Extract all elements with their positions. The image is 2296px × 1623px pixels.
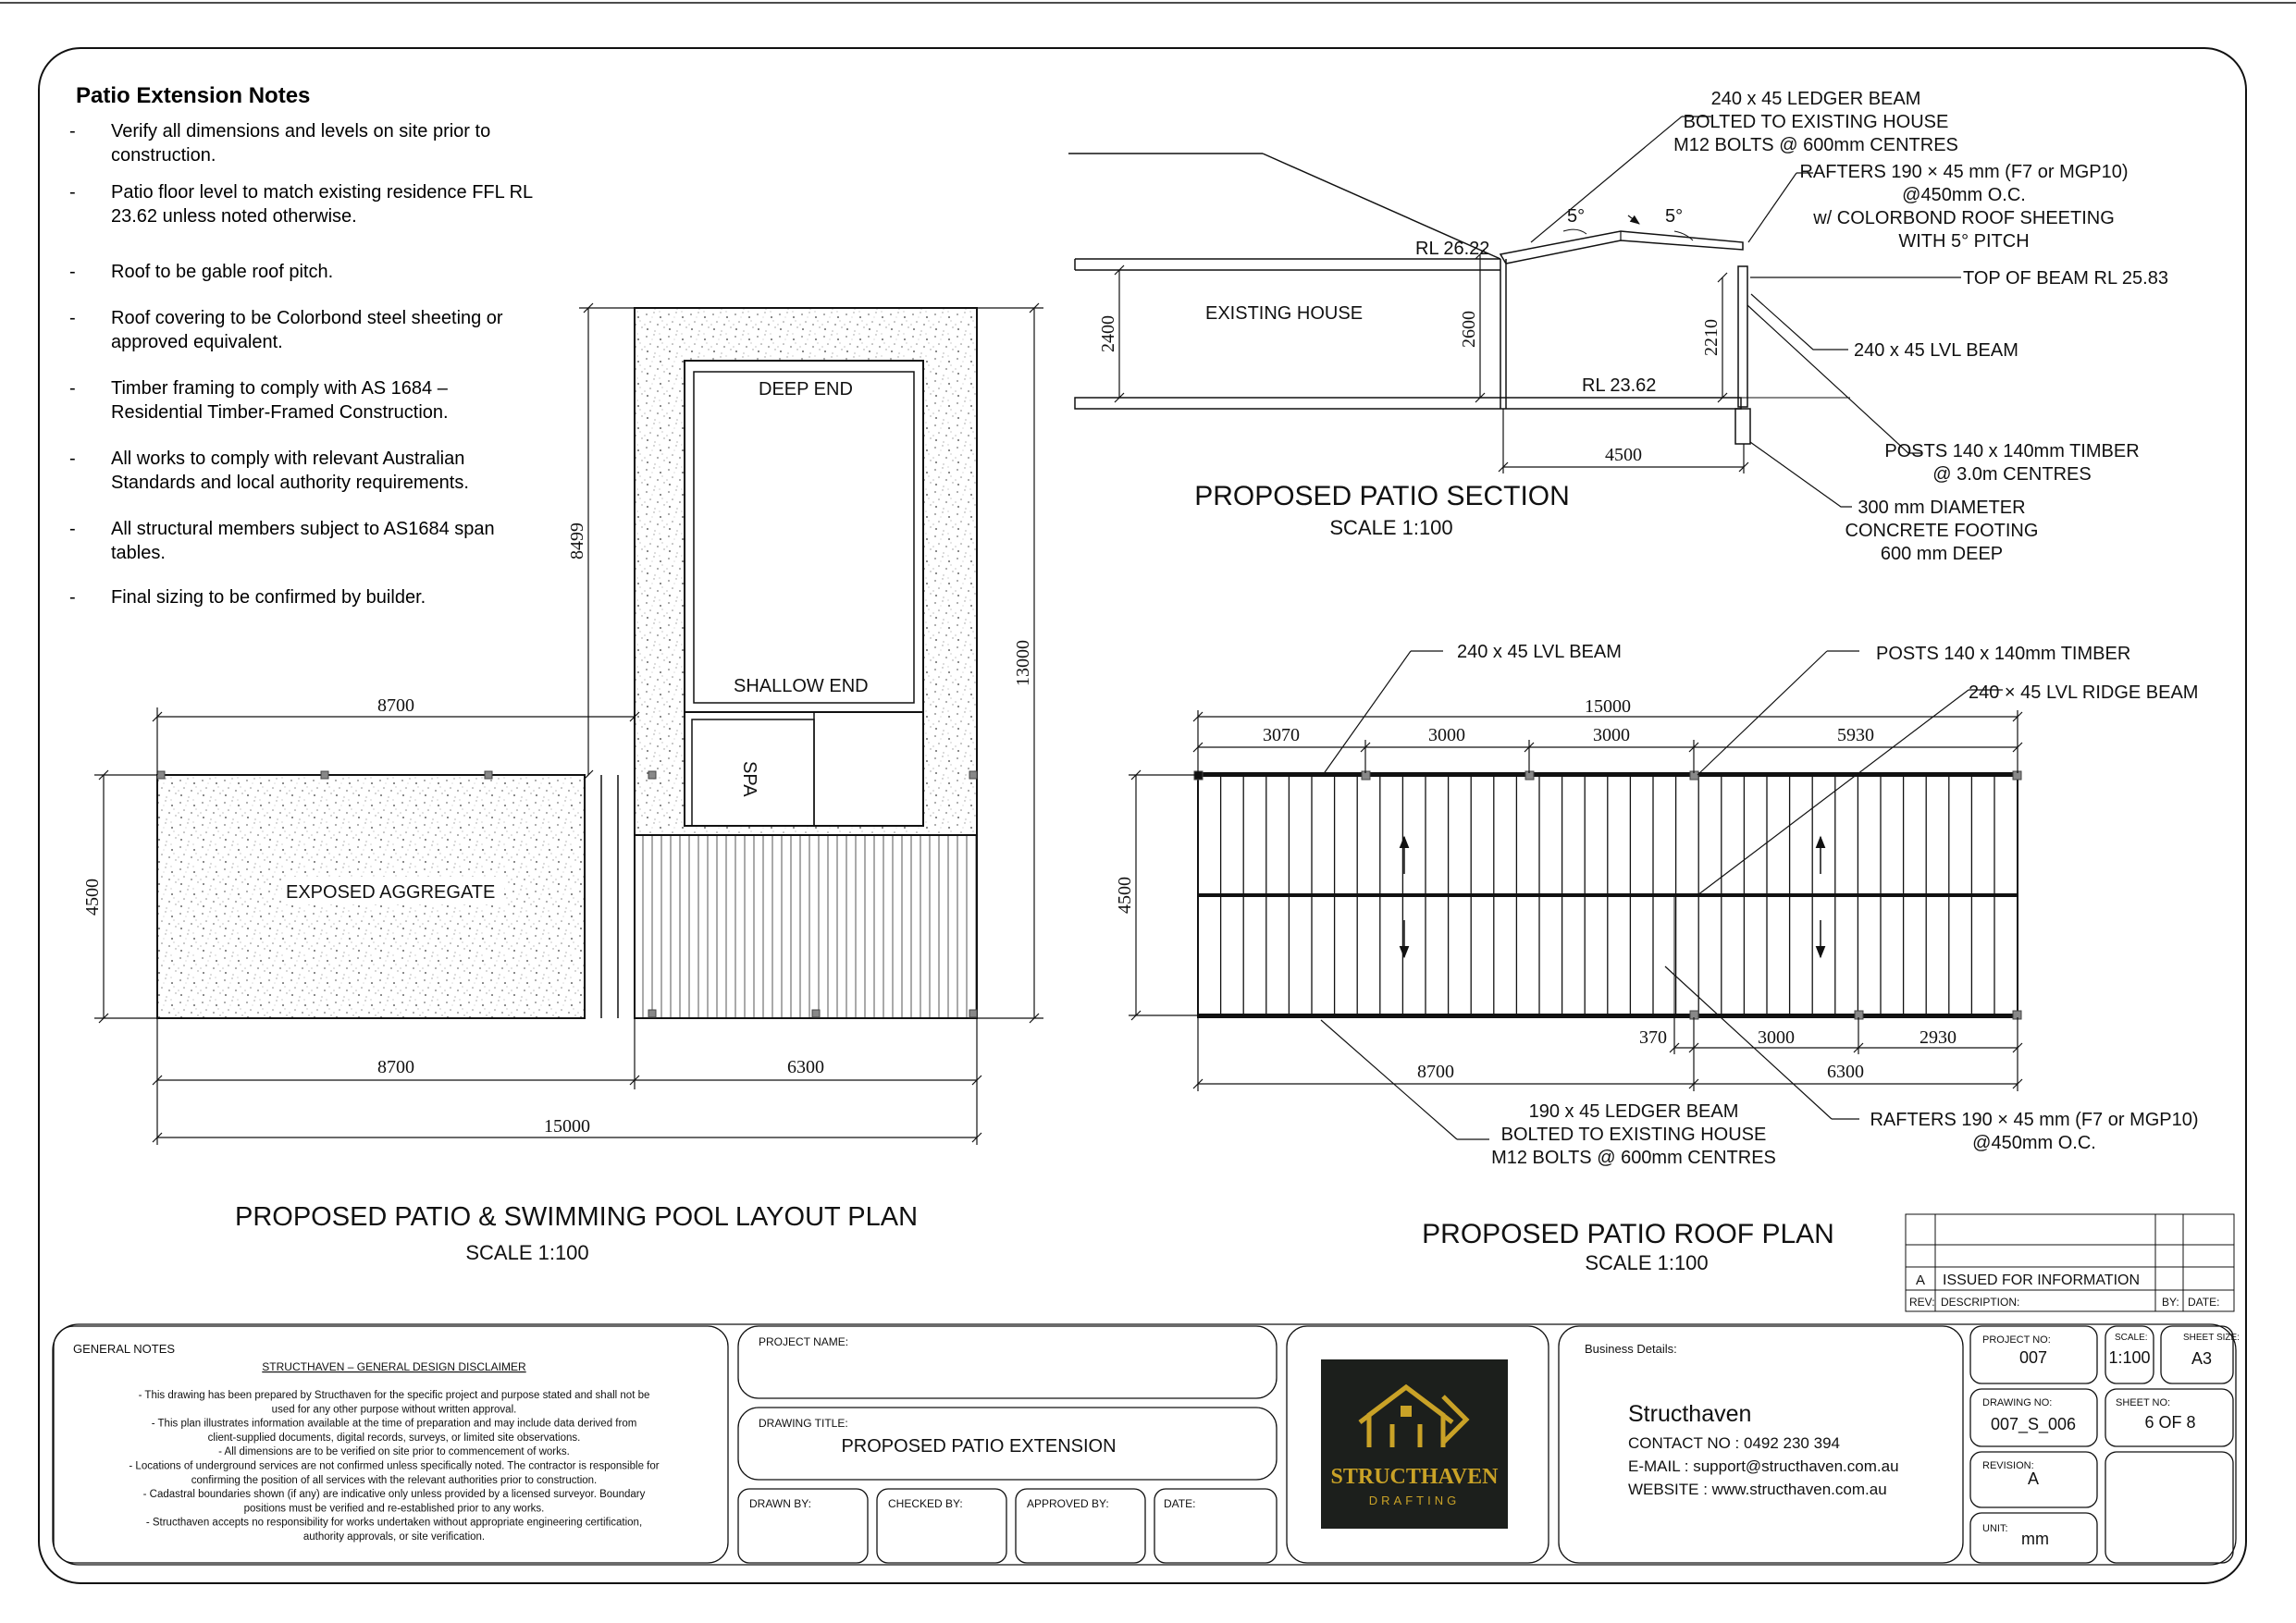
rl-23-62: RL 23.62 — [1582, 375, 1657, 396]
roof-plan-scale: SCALE 1:100 — [1585, 1251, 1709, 1274]
roof-dim-6300: 6300 — [1827, 1062, 1864, 1082]
dim-2210: 2210 — [1701, 319, 1722, 356]
footing-callout-line: CONCRETE FOOTING — [1845, 521, 2039, 541]
notes-title: Patio Extension Notes — [76, 83, 311, 108]
roof-dim-4500: 4500 — [1115, 877, 1135, 914]
sheet-size: A3 — [2191, 1349, 2213, 1368]
revision-label: REVISION: — [1982, 1460, 2034, 1471]
roof-rafters-callout-line: @450mm O.C. — [1972, 1133, 2096, 1153]
note-item: All structural members subject to AS1684 span — [111, 519, 495, 539]
disclaimer-line: positions must be verified and re-established prior to any works. — [243, 1503, 545, 1515]
drawing-no-label: DRAWING NO: — [1982, 1397, 2053, 1408]
sheet-no: 6 OF 8 — [2144, 1413, 2196, 1432]
company-logo — [1321, 1359, 1508, 1529]
title-block-text — [73, 1333, 2240, 1548]
dim-bottom-8700: 8700 — [377, 1057, 414, 1077]
layout-plan-scale: SCALE 1:100 — [465, 1241, 589, 1264]
roof-plan-labels — [1115, 642, 2199, 1274]
roof-ledger-callout-line: 190 x 45 LEDGER BEAM — [1528, 1101, 1739, 1122]
top-of-beam-label: TOP OF BEAM RL 25.83 — [1963, 268, 2168, 289]
checked-by-label: CHECKED BY: — [888, 1497, 963, 1510]
ledger-callout-line: 240 x 45 LEDGER BEAM — [1710, 89, 1921, 109]
general-notes-label: GENERAL NOTES — [73, 1342, 176, 1356]
rafters-callout-line: RAFTERS 190 × 45 mm (F7 or MGP10) — [1799, 162, 2129, 182]
scale-value: 1:100 — [2108, 1348, 2151, 1367]
dim-2600: 2600 — [1459, 311, 1479, 348]
rafters-callout-line: w/ COLORBOND ROOF SHEETING — [1813, 208, 2115, 228]
business-details-label: Business Details: — [1585, 1342, 1677, 1356]
shallow-end-label: SHALLOW END — [734, 676, 869, 696]
note-item: approved equivalent. — [111, 332, 283, 352]
sheet-size-label: SHEET SIZE: — [2183, 1333, 2240, 1343]
section-footing-callout — [1845, 498, 2039, 564]
scale-label: SCALE: — [2115, 1333, 2148, 1343]
layout-plan-title: PROPOSED PATIO & SWIMMING POOL LAYOUT PLAN — [234, 1202, 919, 1232]
logo-text: STRUCTHAVEN — [1330, 1465, 1499, 1489]
notes-list — [69, 121, 533, 608]
layout-plan — [94, 303, 1043, 1145]
dim-left-4500: 4500 — [82, 879, 103, 916]
roof-dim-3000: 3000 — [1758, 1027, 1795, 1048]
roof-dim-15000: 15000 — [1585, 696, 1631, 717]
section-rafters-callout — [1799, 162, 2128, 252]
ledger-callout-line: BOLTED TO EXISTING HOUSE — [1683, 112, 1949, 132]
roof-dim-8700: 8700 — [1417, 1062, 1454, 1082]
patio-notes — [69, 83, 533, 608]
rev-value: A — [1916, 1273, 1926, 1288]
section-labels — [1098, 89, 2168, 564]
disclaimer-line: authority approvals, or site verification. — [302, 1531, 486, 1543]
unit-value: mm — [2021, 1530, 2049, 1548]
note-item: tables. — [111, 543, 166, 563]
by-header: BY: — [2162, 1296, 2179, 1309]
dim-top-8700: 8700 — [377, 695, 414, 716]
roof-dim-5930: 5930 — [1837, 725, 1874, 745]
note-item: construction. — [111, 145, 216, 166]
note-bullet: - — [69, 519, 76, 539]
note-item: 23.62 unless noted otherwise. — [111, 206, 357, 227]
dim-2400: 2400 — [1098, 315, 1118, 352]
roof-dim-370: 370 — [1639, 1027, 1667, 1048]
disclaimer-line: client-supplied documents, digital records, surveys, or limited site observations. — [207, 1432, 581, 1444]
rev-header: REV: — [1909, 1296, 1935, 1309]
roof-ledger-callout-line: M12 BOLTS @ 600mm CENTRES — [1491, 1148, 1776, 1168]
roof-ledger-callout-line: BOLTED TO EXISTING HOUSE — [1500, 1125, 1767, 1145]
note-bullet: - — [69, 182, 76, 203]
note-item: All works to comply with relevant Australian — [111, 449, 465, 469]
posts-callout-line: POSTS 140 x 140mm TIMBER — [1884, 441, 2140, 461]
roof-dim-2930: 2930 — [1920, 1027, 1957, 1048]
dim-bottom-6300: 6300 — [787, 1057, 824, 1077]
rev-description: ISSUED FOR INFORMATION — [1943, 1273, 2141, 1288]
disclaimer-line: used for any other purpose without written approval. — [271, 1404, 517, 1416]
rafters-callout-line: WITH 5° PITCH — [1898, 231, 2030, 252]
website: WEBSITE : www.structhaven.com.au — [1628, 1481, 1887, 1498]
project-name-label: PROJECT NAME: — [759, 1335, 849, 1348]
note-item: Residential Timber-Framed Construction. — [111, 402, 449, 423]
sheet-no-label: SHEET NO: — [2116, 1397, 2171, 1408]
approved-by-label: APPROVED BY: — [1027, 1497, 1109, 1510]
roof-rafters-callout — [1870, 1110, 2198, 1153]
unit-label: UNIT: — [1982, 1523, 2008, 1534]
roof-ledger-callout — [1491, 1101, 1776, 1168]
roof-posts-label: POSTS 140 x 140mm TIMBER — [1876, 644, 2131, 664]
footing-callout-line: 300 mm DIAMETER — [1858, 498, 2026, 518]
disclaimer-title: STRUCTHAVEN – GENERAL DESIGN DISCLAIMER — [262, 1360, 526, 1373]
pool — [685, 361, 923, 712]
desc-header: DESCRIPTION: — [1941, 1296, 2020, 1309]
disclaimer-line: - Structhaven accepts no responsibility for works undertaken without appropriate engineering certification, — [145, 1517, 643, 1529]
drawing-title-label: DRAWING TITLE: — [759, 1417, 848, 1430]
note-bullet: - — [69, 449, 76, 469]
deep-end-label: DEEP END — [759, 379, 853, 400]
dim-13000: 13000 — [1013, 640, 1033, 686]
contact-number: CONTACT NO : 0492 230 394 — [1628, 1434, 1840, 1452]
section-title: PROPOSED PATIO SECTION — [1194, 481, 1570, 511]
disclaimer-line: - Cadastral boundaries shown (if any) are indicative only unless provided by a licensed surveyor. Boundary — [142, 1489, 646, 1501]
disclaimer-line: confirming the position of all services with the relevant authorities prior to construction. — [191, 1474, 598, 1486]
disclaimer-lines — [129, 1390, 659, 1543]
project-no-label: PROJECT NO: — [1982, 1334, 2051, 1346]
section-posts-callout — [1884, 441, 2139, 485]
roof-dim-3070: 3070 — [1263, 725, 1300, 745]
footing-callout-line: 600 mm DEEP — [1880, 544, 2004, 564]
disclaimer-line: - This drawing has been prepared by Structhaven for the specific project and purpose stated and shall not be — [138, 1390, 650, 1401]
rafters-callout-line: @450mm O.C. — [1902, 185, 2026, 205]
drawing-no: 007_S_006 — [1990, 1415, 2077, 1433]
note-bullet: - — [69, 121, 76, 141]
date-header: DATE: — [2188, 1296, 2220, 1309]
spa-label: SPA — [739, 761, 759, 797]
project-no: 007 — [2018, 1348, 2048, 1367]
disclaimer-line: - This plan illustrates information available at the time of preparation and may include data derived from — [151, 1418, 637, 1430]
email: E-MAIL : support@structhaven.com.au — [1628, 1457, 1899, 1475]
ledger-callout-line: M12 BOLTS @ 600mm CENTRES — [1673, 135, 1958, 155]
note-bullet: - — [69, 587, 76, 608]
roof-plan-title: PROPOSED PATIO ROOF PLAN — [1422, 1219, 1834, 1249]
rl-26-22: RL 26.22 — [1415, 239, 1490, 259]
section-lvl-beam-label: 240 x 45 LVL BEAM — [1854, 340, 2018, 361]
revision-value: A — [2027, 1469, 2040, 1488]
company-name: Structhaven — [1628, 1401, 1752, 1427]
note-item: Timber framing to comply with AS 1684 – — [111, 378, 448, 399]
disclaimer-line: - All dimensions are to be verified on site prior to commencement of works. — [218, 1446, 570, 1458]
dim-4500-section: 4500 — [1605, 445, 1642, 465]
exposed-aggregate-label: EXPOSED AGGREGATE — [286, 882, 496, 903]
note-item: Roof covering to be Colorbond steel sheeting or — [111, 308, 503, 328]
note-bullet: - — [69, 378, 76, 399]
note-item: Standards and local authority requirements. — [111, 473, 469, 493]
note-item: Verify all dimensions and levels on site prior to — [111, 121, 491, 141]
roof-dim-3000a: 3000 — [1428, 725, 1465, 745]
roof-lvl-beam-label: 240 x 45 LVL BEAM — [1457, 642, 1622, 662]
roof-rafters-callout-line: RAFTERS 190 × 45 mm (F7 or MGP10) — [1870, 1110, 2199, 1130]
pool-decking — [635, 835, 977, 1018]
drawn-by-label: DRAWN BY: — [749, 1497, 811, 1510]
section-ledger-callout — [1673, 89, 1958, 155]
logo-subtext: DRAFTING — [1368, 1494, 1461, 1507]
dim-overall-15000: 15000 — [544, 1116, 590, 1137]
dim-8499: 8499 — [567, 523, 587, 559]
existing-house-label: EXISTING HOUSE — [1205, 303, 1364, 324]
note-item: Roof to be gable roof pitch. — [111, 262, 334, 282]
roof-dim-3000b: 3000 — [1593, 725, 1630, 745]
disclaimer-line: - Locations of underground services are not confirmed unless specifically noted. The contractor is responsible for — [129, 1460, 660, 1472]
pitch-left: 5° — [1567, 206, 1586, 227]
note-item: Patio floor level to match existing residence FFL RL — [111, 182, 534, 203]
date-label: DATE: — [1164, 1497, 1196, 1510]
roof-ridge-label: 240 × 45 LVL RIDGE BEAM — [1969, 682, 2199, 703]
note-item: Final sizing to be confirmed by builder. — [111, 587, 426, 608]
note-bullet: - — [69, 308, 76, 328]
drawing-title: PROPOSED PATIO EXTENSION — [841, 1436, 1117, 1457]
pitch-right: 5° — [1665, 206, 1684, 227]
note-bullet: - — [69, 262, 76, 282]
posts-callout-line: @ 3.0m CENTRES — [1932, 464, 2092, 485]
section-scale: SCALE 1:100 — [1329, 516, 1453, 539]
